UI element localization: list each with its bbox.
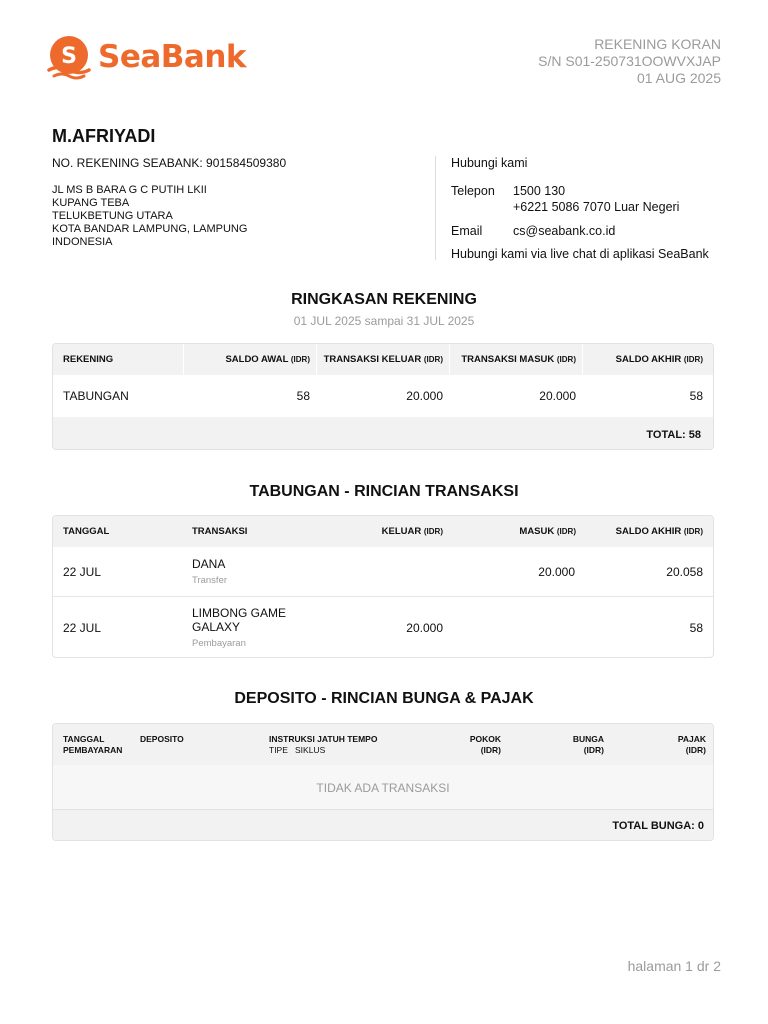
txn-name-cont: GALAXY: [192, 620, 241, 634]
transactions-table: [52, 515, 714, 658]
header-tanggal-pembayaran: TANGGAL PEMBAYARAN: [63, 734, 123, 755]
address-line: KUPANG TEBA: [52, 197, 130, 209]
header-saldo-akhir: SALDO AKHIR (IDR): [615, 354, 703, 365]
contact-block: [451, 156, 709, 261]
svg-text:S: S: [61, 44, 77, 69]
email-address[interactable]: cs@seabank.co.id: [513, 224, 616, 238]
header-saldo-awal: SALDO AWAL (IDR): [225, 354, 310, 365]
row-opening-balance: 58: [296, 389, 310, 403]
deposit-title: DEPOSITO - RINCIAN BUNGA & PAJAK: [234, 690, 534, 707]
header-deposito: DEPOSITO: [140, 734, 184, 744]
table-row: [53, 597, 713, 658]
live-chat-note: Hubungi kami via live chat di aplikasi SeaBank: [451, 247, 709, 261]
deposit-total-row: [53, 810, 713, 841]
deposit-table: [52, 723, 714, 841]
row-account: TABUNGAN: [63, 389, 129, 403]
contact-divider: [435, 156, 436, 260]
contact-heading: Hubungi kami: [451, 156, 528, 170]
empty-state-row: [53, 765, 713, 809]
address-line: TELUKBETUNG UTARA: [52, 210, 173, 222]
holder-address: [52, 184, 247, 249]
txn-date: 22 JUL: [63, 565, 102, 579]
header-rekening: REKENING: [63, 354, 114, 365]
address-line: JL MS B BARA G C PUTIH LKII: [52, 184, 207, 196]
header-transaksi: TRANSAKSI: [192, 526, 248, 537]
seabank-logo: [46, 34, 246, 80]
header-transaksi-masuk: TRANSAKSI MASUK (IDR): [461, 354, 576, 365]
table-row: [53, 547, 713, 596]
row-closing-balance: 58: [689, 389, 703, 403]
header-saldo-akhir: SALDO AKHIR (IDR): [615, 526, 703, 537]
table-row: [53, 375, 713, 417]
document-serial: S/N S01-250731OOWVXJAP: [538, 53, 721, 69]
phone-number[interactable]: 1500 130: [513, 184, 566, 198]
phone-number-international[interactable]: +6221 5086 7070 Luar Negeri: [513, 200, 680, 214]
seabank-logo-icon: [46, 34, 92, 80]
document-date: 01 AUG 2025: [636, 70, 721, 86]
txn-in: 20.000: [538, 565, 575, 579]
address-line: KOTA BANDAR LAMPUNG, LAMPUNG: [52, 223, 248, 235]
document-title: REKENING KORAN: [594, 36, 721, 52]
txn-type: Transfer: [192, 575, 228, 586]
txn-date: 22 JUL: [63, 621, 102, 635]
header-bunga: BUNGA (IDR): [572, 734, 604, 755]
deposit-table-header: [53, 724, 713, 765]
txn-balance: 58: [689, 621, 703, 635]
row-debit: 20.000: [406, 389, 443, 403]
row-credit: 20.000: [539, 389, 576, 403]
deposit-total: TOTAL BUNGA: 0: [612, 820, 704, 832]
phone-label: Telepon: [451, 184, 495, 198]
email-row: [451, 224, 709, 238]
header-instruksi-jatuh-tempo: INSTRUKSI JATUH TEMPO TIPE SIKLUS: [269, 734, 378, 755]
header-masuk: MASUK (IDR): [519, 526, 576, 537]
header-transaksi-keluar: TRANSAKSI KELUAR (IDR): [323, 354, 443, 365]
txn-name: LIMBONG GAME: [192, 606, 287, 620]
summary-total: TOTAL: 58: [646, 429, 701, 441]
header-keluar: KELUAR (IDR): [381, 526, 443, 537]
empty-state-message: TIDAK ADA TRANSAKSI: [316, 781, 450, 795]
summary-title: RINGKASAN REKENING: [291, 291, 477, 308]
address-line: INDONESIA: [52, 236, 113, 248]
summary-table-header: [53, 344, 713, 375]
account-holder-name: M.AFRIYADI: [52, 126, 156, 146]
txn-out: 20.000: [406, 621, 443, 635]
txn-name: DANA: [192, 557, 226, 571]
header-tanggal: TANGGAL: [63, 526, 110, 537]
summary-period: 01 JUL 2025 sampai 31 JUL 2025: [293, 314, 475, 328]
phone-row: [451, 183, 709, 215]
header-pajak: PAJAK (IDR): [677, 734, 706, 755]
txn-balance: 20.058: [666, 565, 703, 579]
summary-total-row: [53, 417, 713, 450]
account-number: NO. REKENING SEABANK: 901584509380: [52, 156, 287, 170]
page-number: halaman 1 dr 2: [627, 958, 721, 974]
txn-type: Pembayaran: [192, 638, 246, 649]
email-label: Email: [451, 224, 483, 238]
header-pokok: POKOK (IDR): [469, 734, 501, 755]
transactions-title: TABUNGAN - RINCIAN TRANSAKSI: [249, 483, 519, 500]
brand-name: SeaBank: [98, 39, 247, 75]
summary-table: [52, 343, 714, 450]
document-meta: [538, 36, 721, 87]
transactions-table-header: [53, 516, 713, 547]
